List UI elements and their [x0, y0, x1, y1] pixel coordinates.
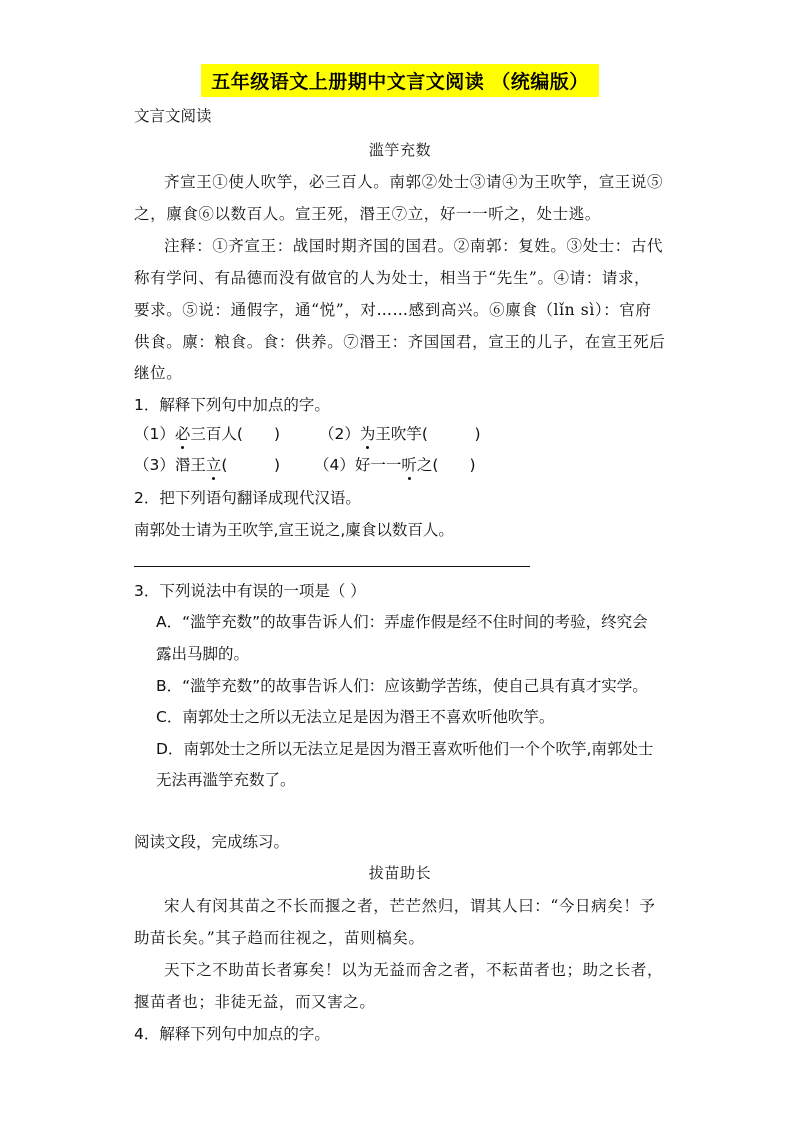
- note-line: 注释：①齐宣王：战国时期齐国的国君。②南郭：复姓。③处士：古代: [164, 237, 664, 255]
- answer-blank[interactable]: ( ): [221, 456, 280, 474]
- option-label: D．: [156, 740, 184, 758]
- option-text: “滥竽充数”的故事告诉人们：应该勤学苦练，使自己具有真才实学。: [182, 677, 648, 695]
- note-line: 供食。廪：粮食。食：供养。⑦湣王：齐国国君，宣王的儿子，在宣王死后: [134, 333, 666, 351]
- answer-blank[interactable]: 之( ): [416, 456, 476, 474]
- option-label: C．: [156, 708, 183, 726]
- question-2-stem: 2．把下列语句翻译成现代汉语。: [134, 489, 361, 507]
- question-1-stem: 1．解释下列句中加点的字。: [134, 396, 330, 414]
- q1-item-prefix: （3）湣王: [134, 456, 206, 474]
- page-title: 五年级语文上册期中文言文阅读 （统编版）: [201, 64, 599, 97]
- option-d-cont: 无法再滥竽充数了。: [156, 771, 296, 789]
- story-line: 之，廪食⑥以数百人。宣王死，湣王⑦立，好一一听之，处士逃。: [134, 205, 601, 223]
- option-c: [156, 707, 554, 727]
- translation-sentence: 南郭处士请为王吹竽,宣王说之,廩食以数百人。: [134, 521, 454, 539]
- dotted-char: 必: [174, 425, 191, 443]
- answer-blank[interactable]: 三百人( ): [190, 425, 280, 443]
- q1-item: [134, 424, 280, 444]
- story-line: 齐宣王①使人吹竽，必三百人。南郭②处士③请④为王吹竽，宣王说⑤: [164, 173, 664, 191]
- section1-heading: 文言文阅读: [134, 107, 212, 125]
- option-d: [156, 739, 653, 759]
- option-label: B．: [156, 677, 183, 695]
- question-4-stem: 4．解释下列句中加点的字。: [134, 1025, 330, 1043]
- note-line: 要求。⑤说：通假字，通“悦”，对……感到高兴。⑥廪食（lǐn sì）：官府: [134, 301, 652, 319]
- note-line: 称有学问、有品德而没有做官的人为处士，相当于“先生”。④请：请求，: [134, 269, 651, 287]
- q1-item-prefix: （4）好一一: [314, 456, 402, 474]
- story-line: 宋人有闵其苗之不长而揠之者，芒芒然归，谓其人曰：“今日病矣！予: [164, 897, 656, 915]
- answer-blank[interactable]: 王吹竽( ): [375, 425, 481, 443]
- dotted-char: 立: [205, 456, 222, 474]
- section2-heading: 阅读文段，完成练习。: [134, 833, 290, 851]
- dotted-char: 听: [401, 456, 417, 474]
- q1-item: [314, 455, 476, 475]
- q1-item-prefix: （1）: [134, 425, 175, 443]
- option-label: A．: [156, 613, 183, 631]
- option-b: [156, 676, 648, 696]
- title-bar: [0, 64, 800, 97]
- dotted-char: 为: [359, 425, 376, 443]
- option-a-cont: 露出马脚的。: [156, 645, 250, 663]
- story-line: 助苗长矣。”其子趋而往视之，苗则槁矣。: [134, 929, 425, 947]
- option-text: “滥竽充数”的故事告诉人们：弄虚作假是经不住时间的考验，终究会: [182, 613, 648, 631]
- story-title-1: 滥竽充数: [368, 141, 432, 159]
- story-title-2: 拔苗助长: [368, 864, 432, 882]
- option-a: [156, 612, 648, 632]
- q1-item-prefix: （2）: [319, 425, 360, 443]
- story-line: 揠苗者也；非徒无益，而又害之。: [134, 993, 376, 1011]
- option-text: 南郭处士之所以无法立足是因为湣王不喜欢听他吹竽。: [182, 708, 555, 726]
- question-3-stem: 3．下列说法中有误的一项是（ ）: [134, 582, 366, 600]
- answer-line[interactable]: [134, 566, 530, 567]
- note-line: 继位。: [134, 364, 183, 382]
- q1-item: [319, 424, 481, 444]
- option-text: 南郭处士之所以无法立足是因为湣王喜欢听他们一个个吹竽,南郭处士: [183, 740, 654, 758]
- story-line: 天下之不助苗长者寡矣！以为无益而舍之者，不耘苗者也；助之长者，: [164, 961, 664, 979]
- q1-item: [134, 455, 280, 475]
